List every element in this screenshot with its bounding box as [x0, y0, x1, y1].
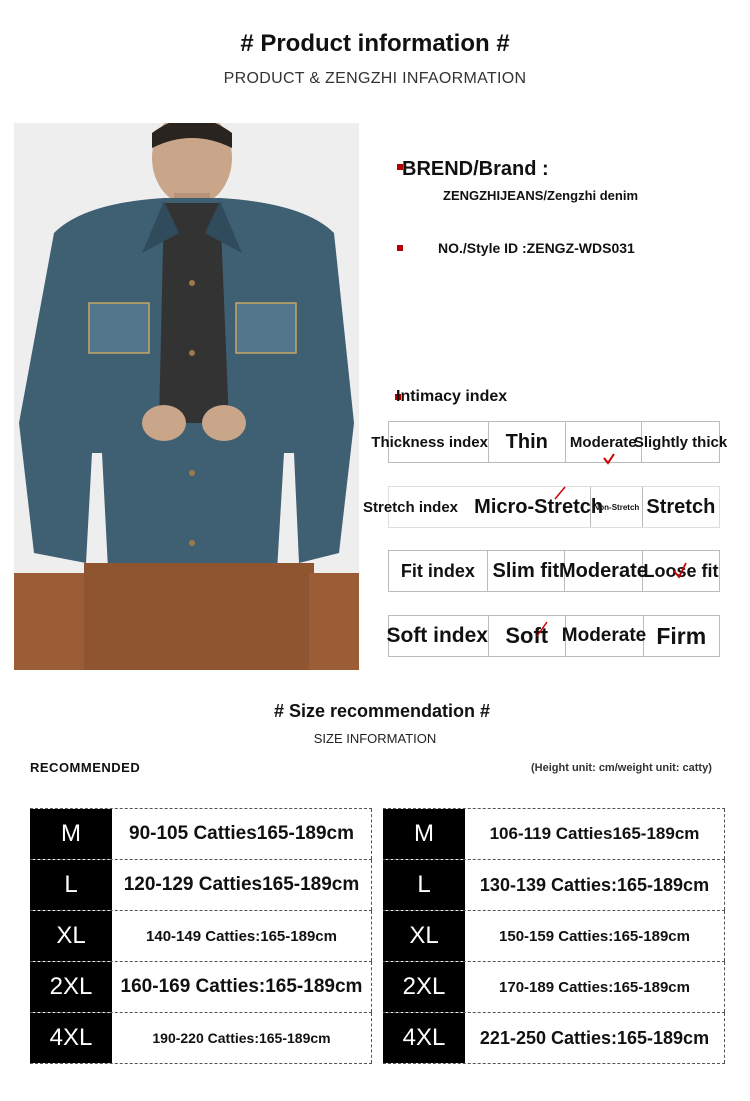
index-label: Thickness index: [389, 422, 489, 462]
size-label: M: [383, 809, 465, 859]
index-option: Thin: [489, 422, 566, 462]
size-label: 4XL: [30, 1013, 112, 1063]
size-value: 106-119 Catties165-189cm: [465, 809, 725, 859]
product-photo: [14, 123, 359, 670]
index-option-selected: Loose fit: [643, 560, 719, 581]
table-row: [30, 860, 372, 911]
size-table-right: [383, 808, 725, 1061]
size-value: 221-250 Catties:165-189cm: [465, 1013, 725, 1063]
style-id: NO./Style ID :ZENGZ-WDS031: [438, 240, 635, 256]
fit-index-row: [388, 550, 720, 592]
size-label: 4XL: [383, 1013, 465, 1063]
index-label: Soft index: [389, 616, 489, 656]
table-row: [383, 1013, 725, 1064]
table-row: [30, 911, 372, 962]
table-row: [383, 860, 725, 911]
check-icon: [602, 448, 616, 466]
table-row: [383, 911, 725, 962]
size-value: 170-189 Catties:165-189cm: [465, 962, 725, 1012]
table-row: [30, 962, 372, 1013]
size-label: XL: [383, 911, 465, 961]
size-label: 2XL: [383, 962, 465, 1012]
page-title: # Product information #: [240, 30, 510, 57]
size-value: 90-105 Catties165-189cm: [112, 809, 372, 859]
check-icon: [673, 561, 687, 579]
size-label: M: [30, 809, 112, 859]
index-option: Slim fit: [488, 551, 565, 591]
check-icon: [553, 485, 567, 503]
size-label: XL: [30, 911, 112, 961]
size-label: L: [383, 860, 465, 910]
thickness-index-row: [371, 421, 728, 463]
index-option-selected: Moderate: [566, 422, 643, 462]
index-option: Stretch: [646, 495, 716, 518]
size-label: 2XL: [30, 962, 112, 1012]
index-label: Fit index: [389, 551, 488, 591]
index-option-selected: Micro-Stretch: [487, 487, 591, 527]
size-label: L: [30, 860, 112, 910]
soft-index-row: [388, 615, 720, 657]
size-title: # Size recommendation #: [273, 701, 491, 721]
index-option: Non-Stretch: [591, 487, 643, 527]
index-option: Slightly thick: [633, 433, 728, 451]
table-row: [383, 808, 725, 860]
brand-value: ZENGZHIJEANS/Zengzhi denim: [443, 188, 639, 203]
table-row: [383, 962, 725, 1013]
size-value: 130-139 Catties:165-189cm: [465, 860, 725, 910]
bullet-icon: [397, 245, 403, 251]
index-option: Moderate: [565, 551, 643, 591]
intimacy-label: Intimacy index: [396, 388, 508, 405]
table-row: [30, 1013, 372, 1064]
recommended-label: RECOMMENDED: [30, 760, 141, 775]
size-value: 150-159 Catties:165-189cm: [465, 911, 725, 961]
brand-label: BREND/Brand :: [402, 158, 549, 180]
size-value: 140-149 Catties:165-189cm: [112, 911, 372, 961]
table-row: [30, 808, 372, 860]
size-value: 190-220 Catties:165-189cm: [112, 1013, 372, 1063]
page-subtitle: PRODUCT & ZENGZHI INFAORMATION: [223, 70, 527, 87]
size-table-left: [30, 808, 372, 1061]
check-icon: [535, 618, 549, 636]
index-option-selected: Soft: [489, 616, 566, 656]
index-option: Moderate: [566, 616, 644, 656]
index-label: Stretch index: [363, 498, 459, 516]
index-option: Firm: [656, 622, 707, 649]
unit-note: (Height unit: cm/weight unit: catty): [531, 762, 712, 774]
stretch-index-row: [363, 486, 720, 528]
size-value: 120-129 Catties165-189cm: [112, 860, 372, 910]
size-value: 160-169 Catties:165-189cm: [112, 962, 372, 1012]
size-subtitle: SIZE INFORMATION: [313, 731, 437, 746]
